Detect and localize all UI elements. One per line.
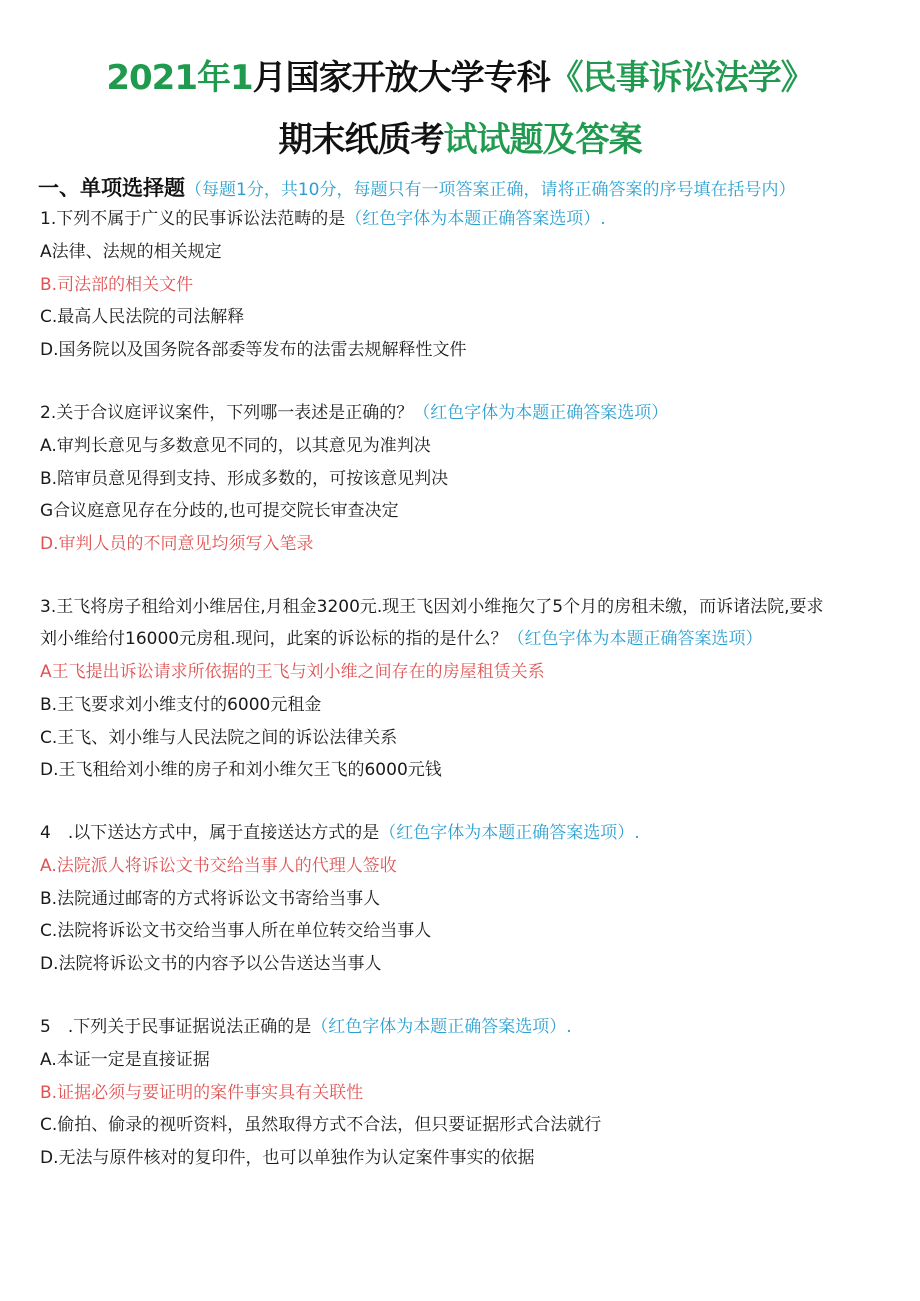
question-3-stem-cont	[40, 628, 762, 650]
document-title-line2	[0, 112, 920, 161]
question-1-option-c: C.最高人民法院的司法解释	[40, 307, 245, 327]
question-stem: 1.下列不属于广义的民事诉讼法范畴的是	[40, 209, 346, 229]
question-stem-cont: 刘小维给付16000元房租.现问，此案的诉讼标的指的是什么？	[40, 629, 508, 649]
section-title: 一、单项选择题	[38, 176, 185, 200]
title-year: 2021年1	[106, 58, 253, 98]
question-1-option-b-correct: B.司法部的相关文件	[40, 275, 194, 295]
question-5-option-c: C.偷拍、偷录的视听资料，虽然取得方式不合法，但只要证据形式合法就行	[40, 1115, 602, 1135]
question-1-stem	[40, 208, 606, 230]
question-3-option-d: D.王飞租给刘小维的房子和刘小维欠王飞的6000元钱	[40, 760, 442, 780]
answer-hint: （红色字体为本题正确答案选项）	[507, 629, 763, 649]
section-note: （每题1分，共10分，每题只有一项答案正确，请将正确答案的序号填在括号内）	[185, 180, 796, 200]
question-5-option-b-correct: B.证据必须与要证明的案件事实具有关联性	[40, 1083, 364, 1103]
question-2-option-a: A.审判长意见与多数意见不同的，以其意见为准判决	[40, 436, 431, 456]
title-suffix: 试试题及答案	[443, 120, 642, 160]
answer-hint: （红色字体为本题正确答案选项）.	[345, 209, 606, 229]
title-exam-org: 月国家开放大学专科	[252, 58, 550, 98]
question-4-stem	[40, 822, 640, 844]
question-4-option-b: B.法院通过邮寄的方式将诉讼文书寄给当事人	[40, 889, 381, 909]
title-exam-type: 期末纸质考	[278, 120, 444, 160]
question-2-option-c: G合议庭意见存在分歧的,也可提交院长审查决定	[40, 501, 399, 521]
title-course: 《民事诉讼法学》	[549, 58, 814, 98]
question-2-stem	[40, 402, 668, 424]
question-5-stem	[40, 1016, 572, 1038]
question-stem: 5 .下列关于民事证据说法正确的是	[40, 1017, 312, 1037]
answer-hint: （红色字体为本题正确答案选项）.	[379, 823, 640, 843]
question-2-option-d-correct: D.审判人员的不同意见均须写入笔录	[40, 534, 314, 554]
question-1-option-d: D.国务院以及国务院各部委等发布的法雷去规解释性文件	[40, 340, 467, 360]
section-heading	[38, 172, 795, 202]
question-stem: 4 .以下送达方式中，属于直接送达方式的是	[40, 823, 380, 843]
question-3-stem: 3.王飞将房子租给刘小维居住,月租金3200元.现王飞因刘小维拖欠了5个月的房租未缴，而诉诸法院,要求	[40, 597, 824, 617]
question-5-option-d: D.无法与原件核对的复印件，也可以单独作为认定案件事实的依据	[40, 1148, 535, 1168]
question-3-option-b: B.王飞要求刘小维支付的6000元租金	[40, 695, 322, 715]
question-4-option-a-correct: A.法院派人将诉讼文书交给当事人的代理人签收	[40, 856, 397, 876]
question-3-option-a-correct: A王飞提出诉讼请求所依据的王飞与刘小维之间存在的房屋租赁关系	[40, 662, 545, 682]
question-3-option-c: C.王飞、刘小维与人民法院之间的诉讼法律关系	[40, 728, 398, 748]
question-1-option-a: A法律、法规的相关规定	[40, 242, 222, 262]
answer-hint: （红色字体为本题正确答案选项）.	[311, 1017, 572, 1037]
question-stem: 2.关于合议庭评议案件，下列哪一表述是正确的？	[40, 403, 414, 423]
question-4-option-c: C.法院将诉讼文书交给当事人所在单位转交给当事人	[40, 921, 432, 941]
answer-hint: （红色字体为本题正确答案选项）	[413, 403, 669, 423]
question-5-option-a: A.本证一定是直接证据	[40, 1050, 210, 1070]
question-4-option-d: D.法院将诉讼文书的内容予以公告送达当事人	[40, 954, 382, 974]
question-2-option-b: B.陪审员意见得到支持、形成多数的，可按该意见判决	[40, 469, 449, 489]
document-title-line1	[0, 50, 920, 99]
